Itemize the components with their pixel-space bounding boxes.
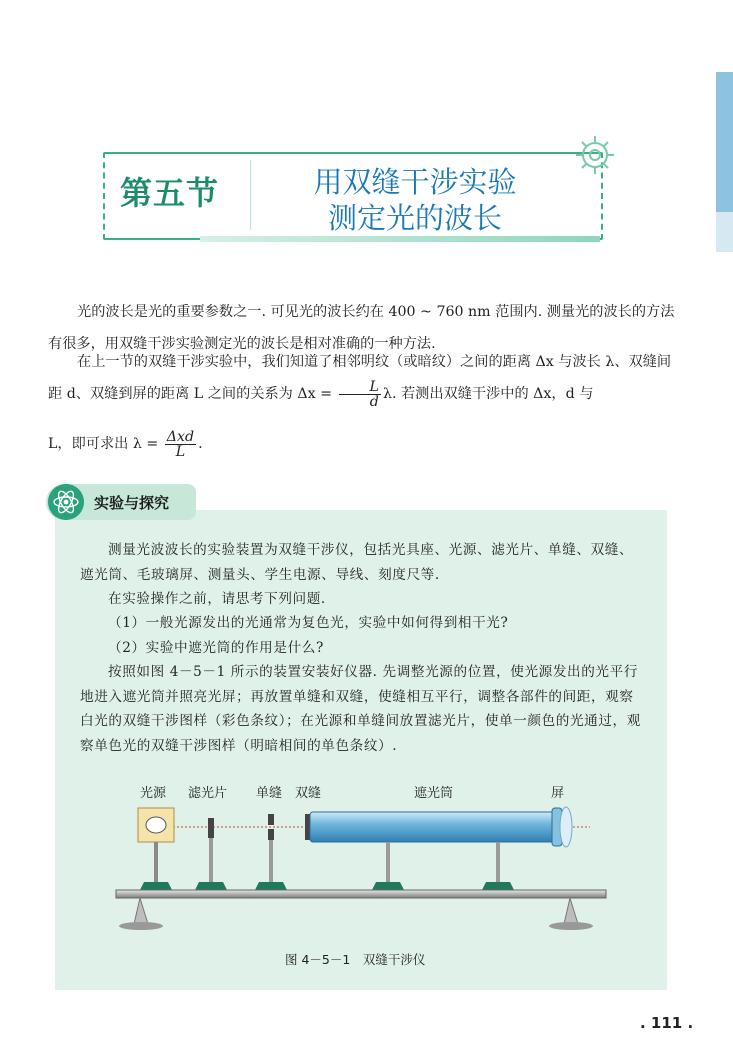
figure-caption: 图 4－5－1 双缝干涉仪 <box>285 952 426 967</box>
label-screen: 屏 <box>551 786 565 801</box>
section-number: 第五节 <box>120 174 220 212</box>
gear-icon <box>570 130 620 180</box>
fraction-dxd-over-l <box>165 430 196 459</box>
fraction-denominator: d <box>369 393 379 410</box>
panel-paragraph-2: 在实验操作之前，请思考下列问题. <box>108 591 326 607</box>
section-title-line2: 测定光的波长 <box>327 201 502 235</box>
chapter-side-tab <box>716 72 733 212</box>
panel-question-1: （1）一般光源发出的光通常为复色光，实验中如何得到相干光? <box>108 615 509 631</box>
panel-paragraph-1: 测量光波波长的实验装置为双缝干涉仪，包括光具座、光源、滤光片、单缝、双缝、遮光筒、毛玻璃屏、测量头、学生电源、导线、刻度尺等. <box>80 542 634 583</box>
fraction-numerator: L <box>339 380 381 395</box>
page-number: . 111 . <box>640 1014 694 1032</box>
chapter-side-tab-light <box>716 212 733 252</box>
intro-paragraph-1: 光的波长是光的重要参数之一. 可见光的波长约在 400 ~ 760 nm 范围内. 测量光的波长的方法有很多，用双缝干涉实验测定光的波长是相对准确的一种方法. <box>48 304 675 352</box>
fraction-denominator: L <box>175 443 186 460</box>
intro-paragraph-2 <box>48 346 676 410</box>
label-light-source: 光源 <box>140 786 167 801</box>
panel-title: 实验与探究 <box>94 494 170 512</box>
panel-question-2: （2）实验中遮光筒的作用是什么? <box>108 640 324 656</box>
panel-paragraph-3: 按照如图 4－5－1 所示的装置安装好仪器. 先调整光源的位置，使光源发出的光平行地进入遮光筒并照亮光屏；再放置单缝和双缝，使缝相互平行，调整各部件的间距，观察白光的双缝干涉图样（彩色条纹）；在光源和单缝间放置滤光片，使单一颜色的光通过，观察单色光的双缝干涉图样（明暗相间的单色条纹）. <box>80 664 641 754</box>
label-filter: 滤光片 <box>188 786 228 801</box>
label-double-slit: 双缝 <box>295 786 322 801</box>
fraction-numerator: Δxd <box>166 428 195 445</box>
intro-p3-text-a: L，即可求出 λ = <box>48 436 159 452</box>
double-slit-apparatus-illustration <box>100 800 610 940</box>
intro-p2-text-a: 在上一节的双缝干涉实验中，我们知道了相邻明纹（或暗纹）之间的距离 Δx 与波长 λ、双缝间距 d、双缝到屏的距离 L 之间的关系为 Δx = <box>48 354 672 402</box>
intro-paragraph-3 <box>48 428 676 460</box>
intro-p3-text-b: . <box>198 436 203 452</box>
label-single-slit: 单缝 <box>256 786 283 801</box>
atom-icon <box>48 484 84 520</box>
label-tube: 遮光筒 <box>414 786 454 801</box>
intro-p2-text-b: λ. 若测出双缝干涉中的 Δx，d 与 <box>382 386 594 402</box>
section-title-line1: 用双缝干涉实验 <box>313 165 517 199</box>
fraction-l-over-d <box>339 380 381 409</box>
